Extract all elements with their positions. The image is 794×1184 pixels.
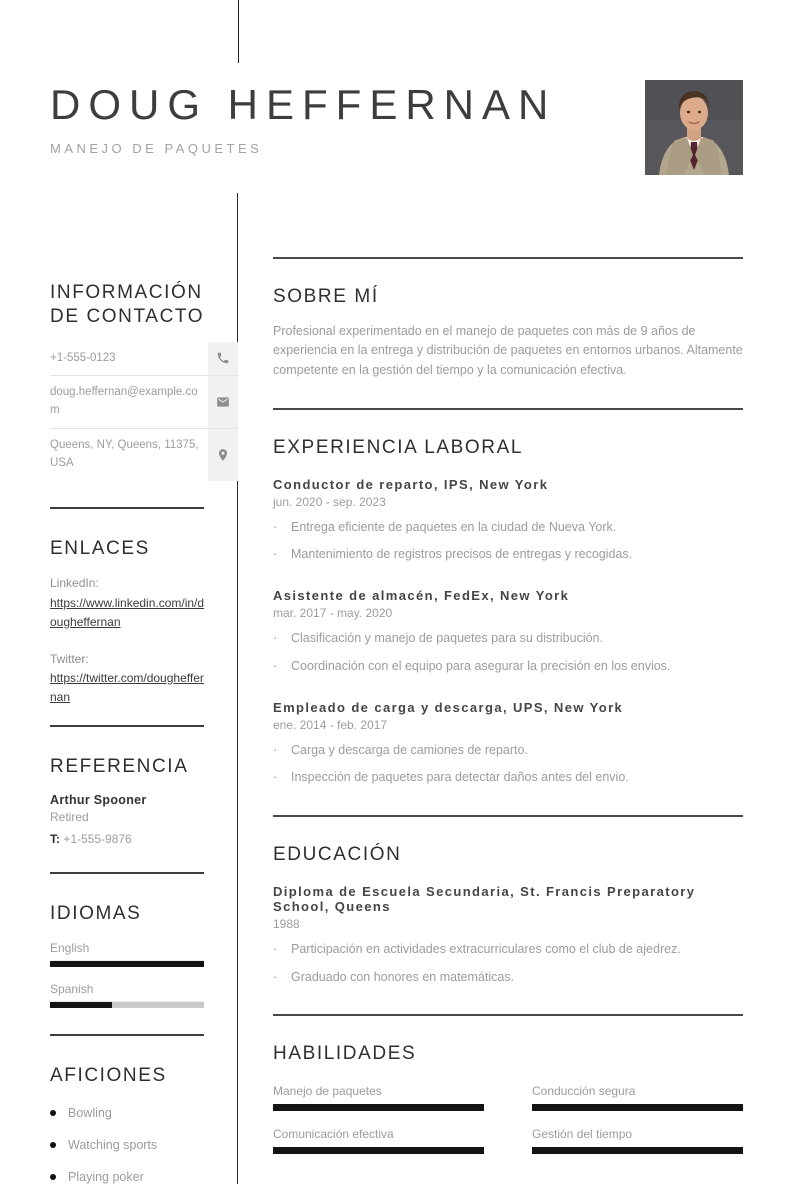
- link-label: Twitter:: [50, 651, 89, 666]
- job-title: Asistente de almacén, FedEx, New York: [273, 588, 570, 604]
- contact-list: [50, 342, 238, 481]
- job-title: Conductor de reparto, IPS, New York: [273, 476, 549, 492]
- skills-heading: HABILIDADES: [273, 1043, 417, 1065]
- reference-role: Retired: [50, 810, 89, 825]
- job-title: Empleado de carga y descarga, UPS, New York: [273, 699, 624, 715]
- bullet-mark-icon: ·: [273, 658, 278, 673]
- experience-heading: EXPERIENCIA LABORAL: [273, 436, 524, 458]
- location-pin-icon: [208, 429, 238, 481]
- skill-name: Manejo de paquetes: [273, 1084, 382, 1099]
- contact-row-email: [50, 376, 238, 429]
- skill-name: Comunicación efectiva: [273, 1127, 394, 1142]
- hobby-text: Watching sports: [68, 1137, 158, 1152]
- sidebar-divider: [50, 507, 204, 509]
- job-bullet: [273, 629, 743, 648]
- reference-phone-value: +1-555-9876: [63, 832, 132, 847]
- skill-level-bar: [273, 1104, 484, 1111]
- bullet-mark-icon: ·: [273, 941, 278, 956]
- skill-item: [273, 1084, 484, 1111]
- profile-photo: [645, 80, 743, 175]
- language-level-bar: [50, 961, 204, 967]
- bullet-mark-icon: ·: [273, 969, 278, 984]
- education-bullets: [273, 940, 743, 987]
- bullet-text: Coordinación con el equipo para asegurar la precisión en los envios.: [291, 658, 671, 673]
- bullet-dot-icon: [50, 1110, 56, 1116]
- bullet-text: Carga y descarga de camiones de reparto.: [291, 742, 528, 757]
- education-title: Diploma de Escuela Secundaria, St. Francis Preparatory School, Queens: [273, 883, 696, 914]
- education-bullet: [273, 968, 743, 987]
- skill-item: [532, 1127, 743, 1154]
- job-dates: ene. 2014 - feb. 2017: [273, 717, 388, 732]
- bullet-mark-icon: ·: [273, 519, 278, 534]
- skill-level-bar: [532, 1147, 743, 1154]
- bullet-dot-icon: [50, 1142, 56, 1148]
- skills-section: [273, 1014, 743, 1154]
- link-label: LinkedIn:: [50, 576, 99, 591]
- language-name: Spanish: [50, 982, 204, 1002]
- reference-phone: [50, 832, 237, 846]
- skill-level-fill: [532, 1104, 743, 1111]
- section-divider: [273, 815, 743, 817]
- job-bullet: [273, 741, 743, 760]
- candidate-name: DOUG HEFFERNAN: [50, 81, 557, 128]
- bullet-mark-icon: ·: [273, 631, 278, 646]
- language-name: English: [50, 941, 204, 961]
- skill-level-bar: [532, 1104, 743, 1111]
- job-bullets: [273, 629, 743, 676]
- link-item-linkedin: [50, 574, 208, 632]
- education-entry: [273, 884, 743, 987]
- job-dates: jun. 2020 - sep. 2023: [273, 494, 386, 509]
- job-dates: mar. 2017 - may. 2020: [273, 606, 393, 621]
- job-bullets: [273, 741, 743, 788]
- twitter-link[interactable]: https://twitter.com/dougheffernan: [50, 671, 204, 705]
- reference-phone-label: T:: [50, 832, 60, 847]
- skill-item: [532, 1084, 743, 1111]
- bullet-text: Inspección de paquetes para detectar daños antes del envio.: [291, 770, 629, 785]
- mail-icon: [208, 376, 238, 428]
- language-level-bar: [50, 1002, 204, 1008]
- reference-name: Arthur Spooner: [50, 793, 147, 808]
- job-bullets: [273, 518, 743, 565]
- education-dates: 1988: [273, 916, 300, 931]
- address-value: Queens, NY, Queens, 11375, USA: [50, 438, 199, 469]
- email-value: doug.heffernan@example.com: [50, 386, 198, 417]
- hobby-item: [50, 1138, 237, 1152]
- bullet-text: Clasificación y manejo de paquetes para su distribución.: [291, 631, 603, 646]
- bullet-text: Graduado con honores en matemáticas.: [291, 969, 515, 984]
- bullet-text: Participación en actividades extracurriculares como el club de ajedrez.: [291, 941, 681, 956]
- job-entry: [273, 477, 743, 565]
- linkedin-link[interactable]: https://www.linkedin.com/in/dougheffernan: [50, 595, 205, 629]
- skill-level-fill: [273, 1104, 484, 1111]
- content-columns: [0, 193, 794, 1184]
- candidate-job-title: MANEJO DE PAQUETES: [50, 141, 263, 157]
- about-text: Profesional experimentado en el manejo de paquetes con más de 9 años de experiencia en la entrega y distribución de paquetes en entornos urbanos. Altamente competente en la gestión del tiempo y la comunicación efectiva.: [273, 323, 743, 377]
- bullet-dot-icon: [50, 1174, 56, 1180]
- languages-section-heading: IDIOMAS: [50, 903, 142, 925]
- experience-section: [273, 408, 743, 787]
- hobby-item: [50, 1170, 237, 1184]
- sidebar-divider: [50, 725, 204, 727]
- education-section: [273, 815, 743, 986]
- bullet-mark-icon: ·: [273, 547, 278, 562]
- bullet-text: Entrega eficiente de paquetes en la ciudad de Nueva York.: [291, 519, 617, 534]
- bullet-text: Mantenimiento de registros precisos de entregas y recogidas.: [291, 547, 633, 562]
- skill-level-fill: [532, 1147, 743, 1154]
- contact-row-phone: [50, 342, 238, 377]
- header: [0, 0, 794, 193]
- sidebar-divider: [50, 1034, 204, 1036]
- contact-row-address: [50, 429, 238, 481]
- job-bullet: [273, 657, 743, 676]
- contact-section-heading: INFORMACIÓN DE CONTACTO: [50, 282, 205, 327]
- skill-name: Gestión del tiempo: [532, 1127, 633, 1142]
- sidebar-divider: [50, 872, 204, 874]
- skill-item: [273, 1127, 484, 1154]
- hobby-item: [50, 1106, 237, 1120]
- phone-value: +1-555-0123: [50, 351, 116, 364]
- language-item: [50, 982, 204, 1008]
- education-heading: EDUCACIÓN: [273, 844, 402, 866]
- hobby-text: Bowling: [68, 1105, 112, 1120]
- job-bullet: [273, 545, 743, 564]
- job-bullet: [273, 768, 743, 787]
- hobby-text: Playing poker: [68, 1169, 144, 1184]
- education-bullet: [273, 940, 743, 959]
- skills-grid: [273, 1084, 743, 1154]
- reference-section-heading: REFERENCIA: [50, 756, 189, 778]
- about-heading: SOBRE MÍ: [273, 286, 379, 307]
- skill-level-bar: [273, 1147, 484, 1154]
- section-divider: [273, 257, 743, 259]
- bullet-mark-icon: ·: [273, 770, 278, 785]
- job-entry: [273, 700, 743, 788]
- sidebar: [0, 193, 238, 1184]
- section-divider: [273, 1014, 743, 1016]
- hobby-list: [50, 1106, 237, 1184]
- section-divider: [273, 408, 743, 410]
- language-item: [50, 941, 204, 967]
- main-column: [238, 193, 794, 1184]
- about-section: [273, 257, 743, 380]
- phone-icon: [208, 342, 238, 376]
- bullet-mark-icon: ·: [273, 742, 278, 757]
- links-section-heading: ENLACES: [50, 537, 150, 559]
- job-entry: [273, 588, 743, 676]
- skill-name: Conducción segura: [532, 1084, 636, 1099]
- language-level-fill: [50, 1002, 112, 1008]
- hobbies-section-heading: AFICIONES: [50, 1064, 167, 1086]
- link-item-twitter: [50, 650, 208, 708]
- language-level-fill: [50, 961, 204, 967]
- skill-level-fill: [273, 1147, 484, 1154]
- job-bullet: [273, 518, 743, 537]
